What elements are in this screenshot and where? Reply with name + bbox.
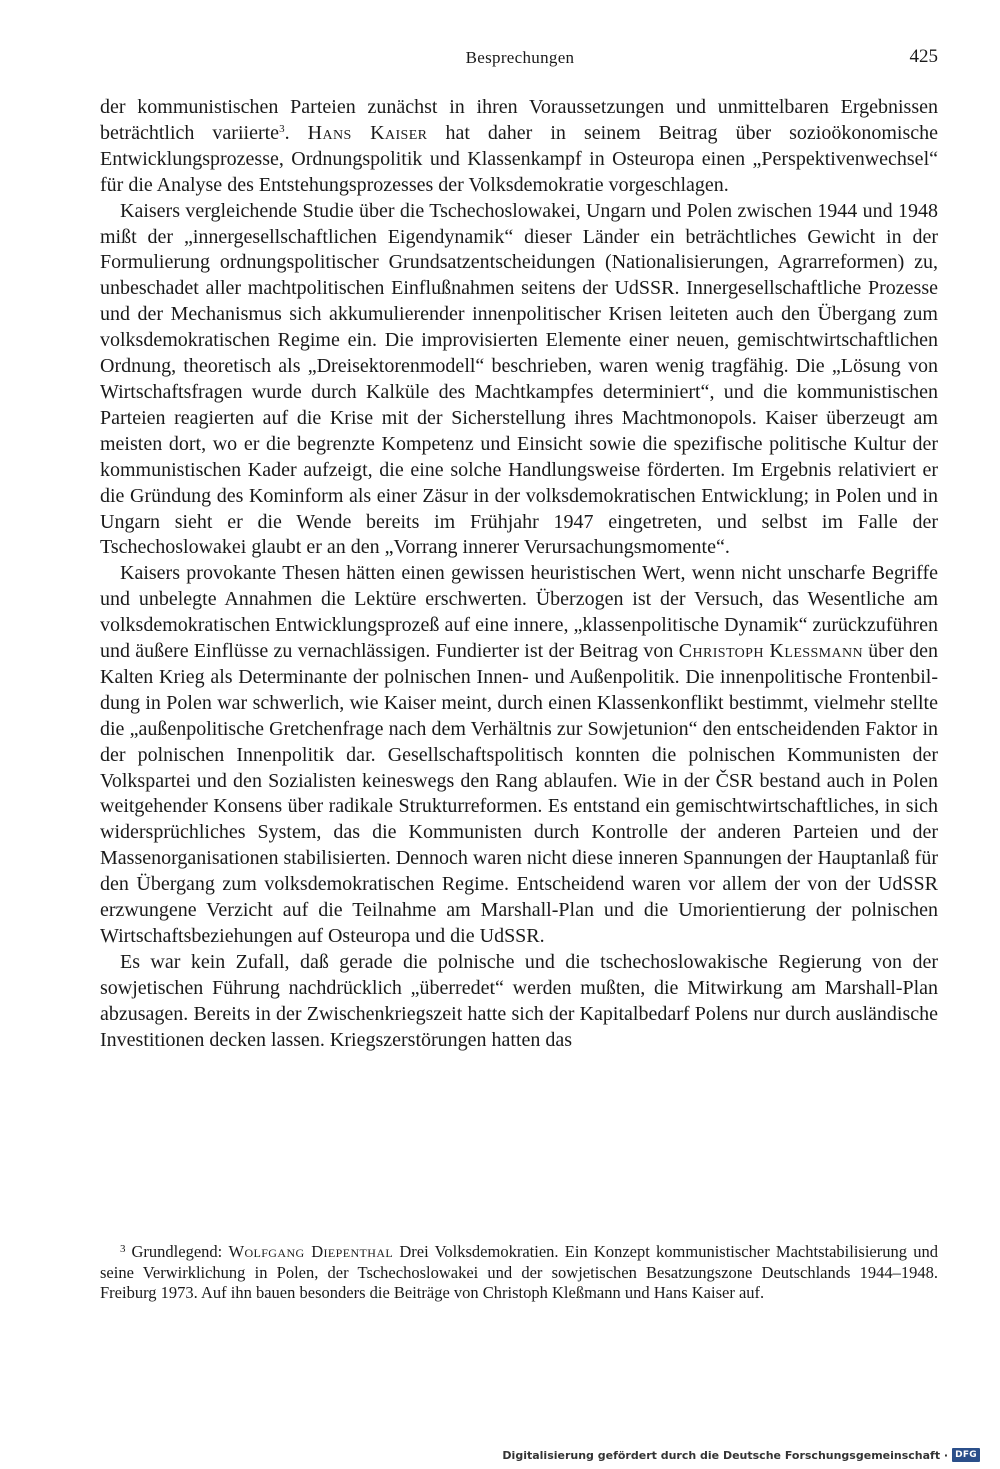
- paragraph-2: Kaisers vergleichende Studie über die Tschechoslowakei, Ungarn und Polen zwischen 1944 und 1948 mißt der „innergesellschaftlichen Eigendynamik“ dieser Länder ein beträchtliches Gewicht in der Formulierung ordnungspolitischer Grundsatzentscheidungen (Nationalisierungen, Agrarreformen) zu, unbeschadet aller machtpolitischen Einflußnahmen seitens der UdSSR. Innergesellschaftliche Prozesse und der Mechanismus sich akkumulierender innenpolitischer Krisen leiteten auch den Übergang zum volksdemokratischen Regime ein. Die improvisierten Elemente einer neuen, gemischtwirtschaftlichen Ordnung, theoretisch als „Dreisektorenmodell“ beschrieben, waren wenig tragfähig. Die „Lösung von Wirtschaftsfragen wurde durch Kalküle des Machtkampfes determiniert“, und die kommunistischen Parteien reagierten auf die Krise mit der Sicherstellung ihres Machtmonopols. Kaiser überzeugt am meisten dort, wo er die begrenzte Kompetenz und Einsicht sowie die spezifische politische Kultur der kommunistischen Kader aufzeigt, die eine solche Handlungsweise förderten. Im Ergebnis relativiert er die Gründung des Kominform als einer Zäsur in der volksdemokratischen Entwicklung; in Polen und in Ungarn sieht er die Wende bereits im Frühjahr 1947 eingetreten, und selbst im Falle der Tschechoslowakei glaubt er an den „Vorrang innerer Verursachungsmomente“.: [100, 199, 938, 559]
- paragraph-3-text-b: über den Kalten Krieg als Determinante der polnischen Innen- und Außenpolitik. Die innenpolitische Frontenbildung in Polen war schwerlich, wie Kaiser meint, durch einen Klassenkonflikt bestimmt, vielmehr stellte die „außenpolitische Gretchenfrage nach dem Verhältnis zur Sowjetunion“ den entscheidenden Faktor in der polnischen Innenpolitik dar. Gesellschaftspolitisch konnten die polnischen Kommunisten der Volkspartei und den Sozialisten keineswegs den Rang ablaufen. Wie in der ČSR bestand auch in Polen weitgehender Konsens über radikale Strukturreformen. Es entstand ein gemischtwirtschaftliches, in sich widersprüchliches System, das die Kommunisten durch Kontrolle der anderen Parteien und der Massenorganisationen stabilisierten. Dennoch waren nicht diese inneren Spannungen der Hauptanlaß für den Übergang zum volksdemokratischen Regime. Entscheidend waren vor allem der von der UdSSR erzwungene Verzicht auf die Teilnahme am Marshall-Plan und die Umorientierung der polnischen Wirtschaftsbeziehungen auf Osteuropa und die UdSSR.: [100, 640, 938, 947]
- article-body: [100, 95, 938, 1054]
- paragraph-3: [100, 561, 938, 950]
- page-number: 425: [909, 46, 938, 67]
- footnote: [100, 1239, 938, 1304]
- credit-text: Digitalisierung gefördert durch die Deutsche Forschungsgemeinschaft ·: [502, 1448, 949, 1462]
- footnote-reference: 3: [279, 122, 285, 135]
- running-title: Besprechungen: [465, 48, 575, 67]
- paragraph-4: Es war kein Zufall, daß gerade die polnische und die tschechoslowakische Regierung von der sowjetischen Führung nachdrücklich „überredet“ werden mußten, die Mitwirkung am Marshall-Plan abzusagen. Bereits in der Zwischenkriegszeit hatte sich der Kapitalbedarf Polens nur durch ausländische Investitionen decken lassen. Kriegszerstörungen hatten das: [100, 950, 938, 1051]
- author-name: Wolfgang Diepenthal: [228, 1242, 394, 1261]
- paragraph-1-text-c: hat daher in seinem Beitrag über sozioökonomische Entwicklungsprozesse, Ordnungspolitik und Klassenkampf in Osteuropa einen „Perspektivenwechsel“ für die Analyse des Entstehungsprozesses der Volksdemokratie vorgeschlagen.: [100, 121, 939, 196]
- author-name: Hans Kaiser: [307, 121, 428, 144]
- paragraph-1-text-a: der kommunistischen Parteien zunächst in ihren Voraussetzungen und unmittelbaren Ergebnissen beträchtlich variierte: [100, 96, 938, 144]
- footnote-text-b: Drei Volksdemokratien. Ein Konzept kommunistischer Machtstabilisierung und seine Verwirklichung in Polen, der Tschechoslowakei und der sowjetischen Besatzungszone Deutschlands 1944–1948. Freiburg 1973. Auf ihn bauen besonders die Beiträge von Christoph Kleßmann und Hans Kaiser auf.: [100, 1242, 938, 1302]
- footnote-mark: 3: [120, 1243, 126, 1255]
- footnote-3: [100, 1239, 938, 1304]
- running-header: [100, 46, 940, 72]
- paragraph-1: [100, 95, 938, 199]
- paragraph-3-text-a: Kaisers provokante Thesen hätten einen gewissen heuristischen Wert, wenn nicht unscharfe Begriffe und unbelegte Annahmen die Lektüre erschwerten. Überzogen ist der Versuch, das Wesentliche am volksdemokratischen Entwicklungsprozeß auf eine innere, „klassenpolitische Dynamik“ zurückzuführen und äußere Einflüsse zu vernachlässigen. Fundierter ist der Beitrag von: [100, 562, 938, 663]
- digitization-credit: [502, 1447, 980, 1463]
- dfg-logo-icon: DFG: [952, 1448, 980, 1462]
- paragraph-1-text-b: .: [284, 121, 308, 144]
- footnote-text-a: Grundlegend:: [131, 1242, 229, 1261]
- author-name: Christoph Klessmann: [678, 640, 864, 663]
